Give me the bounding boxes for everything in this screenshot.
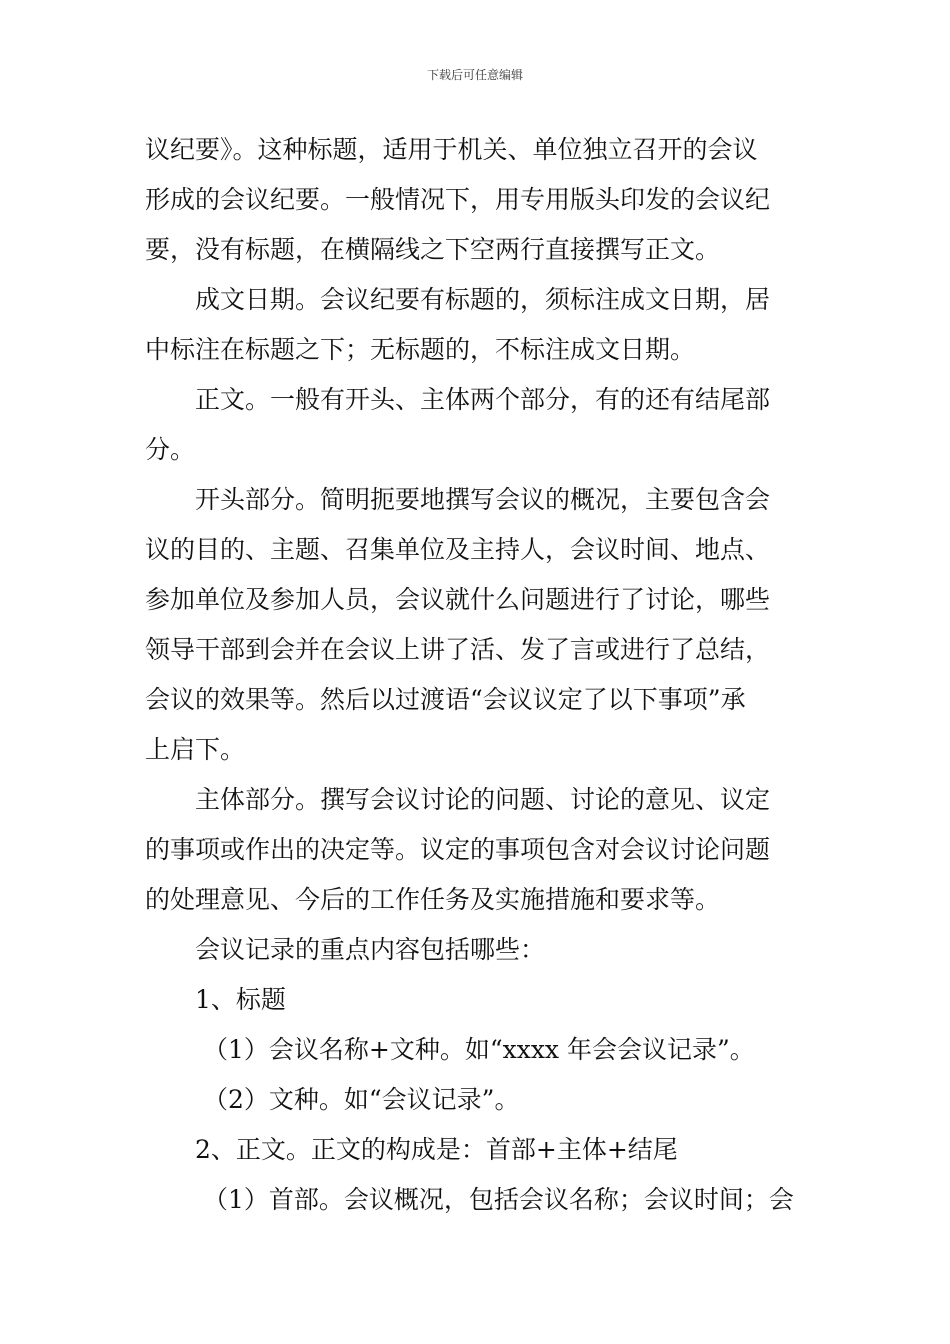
list-item: （1）会议名称+文种。如“xxxx 年会会议记录”。 <box>203 1035 755 1064</box>
list-item: 1、标题 <box>195 985 286 1014</box>
document-body <box>145 125 807 1225</box>
list-item: （2）文种。如“会议记录”。 <box>203 1085 520 1114</box>
text-line: 参加单位及参加人员，会议就什么问题进行了讨论，哪些 <box>145 585 771 614</box>
text-line: 形成的会议纪要。一般情况下，用专用版头印发的会议纪 <box>145 185 771 214</box>
text-line: 中标注在标题之下；无标题的，不标注成文日期。 <box>145 335 696 364</box>
text-line: 的处理意见、今后的工作任务及实施措施和要求等。 <box>145 885 721 914</box>
text-line: 议的目的、主题、召集单位及主持人，会议时间、地点、 <box>145 535 771 564</box>
text-line: 会议的效果等。然后以过渡语“会议议定了以下事项”承 <box>145 685 746 714</box>
text-line: 议纪要》。这种标题，适用于机关、单位独立召开的会议 <box>145 135 758 164</box>
list-item: 2、正文。正文的构成是：首部+主体+结尾 <box>195 1135 678 1164</box>
text-line: 主体部分。撰写会议讨论的问题、讨论的意见、议定 <box>195 785 771 814</box>
section-heading: 会议记录的重点内容包括哪些： <box>195 935 546 964</box>
page-header: 下载后可任意编辑 <box>426 68 523 82</box>
text-line: 要，没有标题，在横隔线之下空两行直接撰写正文。 <box>145 235 721 264</box>
text-line: 的事项或作出的决定等。议定的事项包含对会议讨论问题 <box>145 835 771 864</box>
text-line: 成文日期。会议纪要有标题的，须标注成文日期，居 <box>195 285 771 314</box>
list-item: （1）首部。会议概况，包括会议名称；会议时间；会 <box>203 1185 794 1214</box>
text-line: 领导干部到会并在会议上讲了活、发了言或进行了总结， <box>145 635 771 664</box>
text-line: 分。 <box>145 435 196 464</box>
text-line: 正文。一般有开头、主体两个部分，有的还有结尾部 <box>195 385 771 414</box>
text-line: 开头部分。简明扼要地撰写会议的概况，主要包含会 <box>195 485 771 514</box>
text-line: 上启下。 <box>145 735 246 764</box>
